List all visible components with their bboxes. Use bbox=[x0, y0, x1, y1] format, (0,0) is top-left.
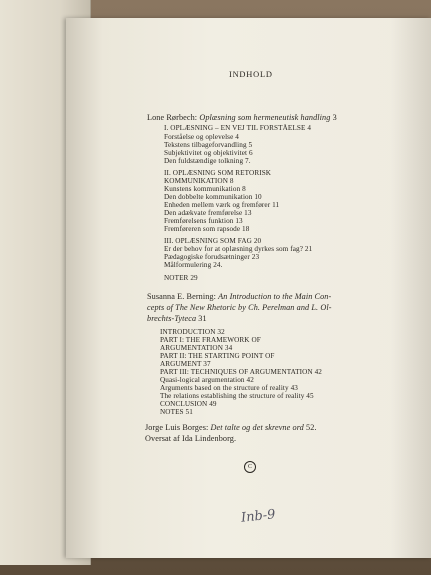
section-title[interactable]: KOMMUNIKATION 8 bbox=[164, 177, 234, 185]
toc-item[interactable]: Subjektivitet og objektivitet 6 bbox=[164, 149, 253, 157]
toc-item[interactable]: Fremføreren som rapsode 18 bbox=[164, 225, 250, 233]
toc-item[interactable]: Den dobbelte kommunikation 10 bbox=[164, 193, 262, 201]
page-number: 3 bbox=[332, 113, 337, 122]
toc-item[interactable]: ARGUMENT 37 bbox=[160, 360, 211, 368]
notes-entry[interactable]: NOTER 29 bbox=[164, 274, 198, 282]
toc-entry-berning[interactable] bbox=[147, 293, 331, 301]
publisher-logo: C bbox=[244, 461, 256, 473]
page-shade bbox=[391, 18, 431, 558]
toc-item[interactable]: The relations establishing the structure of reality 45 bbox=[160, 392, 314, 400]
toc-item[interactable]: PART I: THE FRAMEWORK OF bbox=[160, 336, 261, 344]
toc-item[interactable]: NOTES 51 bbox=[160, 408, 193, 416]
toc-item[interactable]: CONCLUSION 49 bbox=[160, 400, 217, 408]
toc-item[interactable]: Målformulering 24. bbox=[164, 261, 223, 269]
toc-item[interactable]: INTRODUCTION 32 bbox=[160, 328, 225, 336]
title: Det talte og det skrevne ord bbox=[210, 423, 304, 432]
toc-item[interactable]: Er der behov for at oplæsning dyrkes som fag? 21 bbox=[164, 245, 313, 253]
toc-item[interactable]: Den fuldstændige tolkning 7. bbox=[164, 157, 251, 165]
page-heading: INDHOLD bbox=[229, 70, 273, 79]
toc-item[interactable]: PART II: THE STARTING POINT OF bbox=[160, 352, 275, 360]
title: Oplæsning som hermeneutisk handling bbox=[199, 113, 331, 122]
title: An Introduction to the Main Con- bbox=[218, 292, 332, 301]
toc-item[interactable]: Quasi-logical argumentation 42 bbox=[160, 376, 254, 384]
title-continuation bbox=[147, 315, 207, 323]
toc-item[interactable]: Pædagogiske forudsætninger 23 bbox=[164, 253, 260, 261]
author: Lone Rørbech: bbox=[147, 113, 198, 122]
toc-entry-rorbech[interactable] bbox=[147, 114, 337, 122]
toc-item[interactable]: Forståelse og oplevelse 4 bbox=[164, 133, 239, 141]
section-title[interactable]: I. OPLÆSNING – EN VEJ TIL FORSTÅELSE 4 bbox=[164, 124, 312, 132]
toc-item[interactable]: Tekstens tilbageforvandling 5 bbox=[164, 141, 253, 149]
toc-entry-borges[interactable] bbox=[145, 424, 317, 432]
author: Jorge Luis Borges: bbox=[145, 423, 209, 432]
title-continuation: cepts of The New Rhetoric by Ch. Perelman and L. Ol- bbox=[147, 303, 332, 312]
page-number: 52. bbox=[306, 423, 317, 432]
section-title[interactable]: II. OPLÆSNING SOM RETORISK bbox=[164, 169, 272, 177]
toc-item[interactable]: Den adækvate fremførelse 13 bbox=[164, 209, 252, 217]
toc-item[interactable]: Enheden mellem værk og fremfører 11 bbox=[164, 201, 280, 209]
translator-line: Oversat af Ida Lindenborg. bbox=[145, 434, 237, 443]
toc-item[interactable]: Kunstens kommunikation 8 bbox=[164, 185, 246, 193]
toc-item[interactable]: PART III: TECHNIQUES OF ARGUMENTATION 42 bbox=[160, 368, 322, 376]
author: Susanna E. Berning: bbox=[147, 292, 216, 301]
section-title[interactable]: III. OPLÆSNING SOM FAG 20 bbox=[164, 237, 262, 245]
title: brechts-Tyteca bbox=[147, 314, 197, 323]
handwritten-note: Inb-9 bbox=[240, 507, 277, 526]
toc-item[interactable]: Arguments based on the structure of reality 43 bbox=[160, 384, 298, 392]
page-number: 31 bbox=[198, 314, 207, 323]
toc-item[interactable]: ARGUMENTATION 34 bbox=[160, 344, 233, 352]
right-page bbox=[66, 18, 431, 558]
toc-item[interactable]: Fremførelsens funktion 13 bbox=[164, 217, 243, 225]
